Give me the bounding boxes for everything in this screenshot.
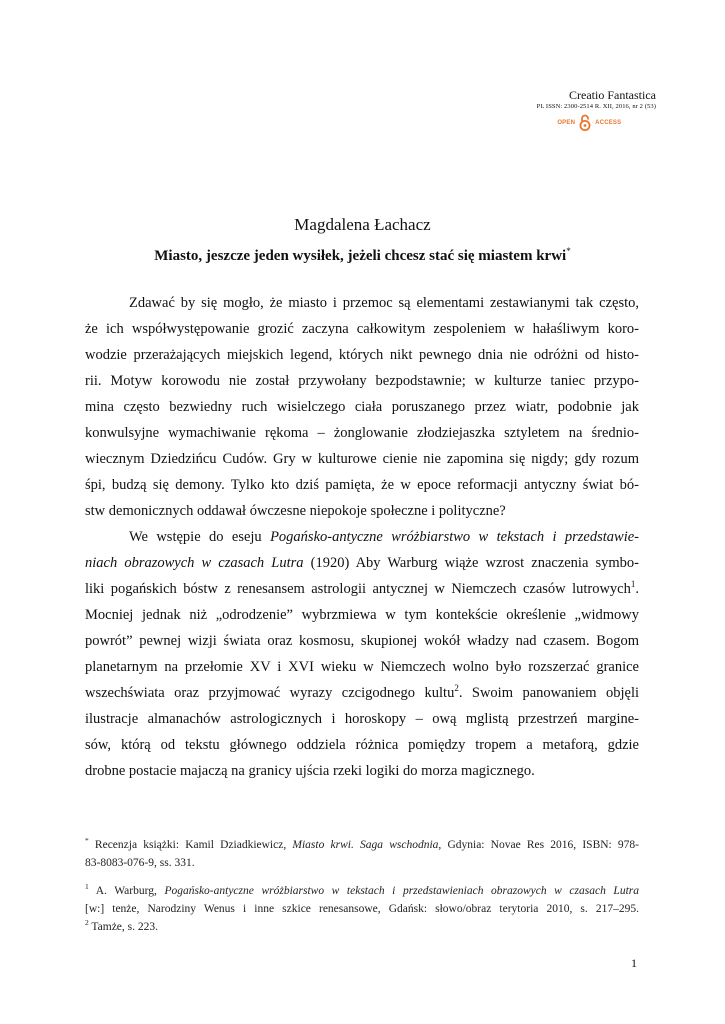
paragraph-2 xyxy=(85,524,639,784)
paragraph-line: sów, którą od tekstu głównego oddziela różnica pomiędzy tropem a metaforą, gdzie xyxy=(85,737,639,753)
open-access-open-label: OPEN xyxy=(557,119,576,126)
text-span: A. Warburg, xyxy=(88,885,165,897)
paragraph-line: konwulsyjne wymachiwanie rękoma – żonglowanie złodziejaszka sztyletem na średnio- xyxy=(85,425,639,441)
footnote-line xyxy=(85,882,639,900)
paragraph-line: powrót” pewnej wizji świata oraz kosmosu, skupionej wokół władzy nad czasem. Bogom xyxy=(85,633,639,649)
footnote-marker: * xyxy=(85,836,89,846)
journal-header xyxy=(537,88,656,131)
cited-title: niach obrazowych w czasach Lutra xyxy=(85,555,304,571)
author-name: Magdalena Łachacz xyxy=(294,215,431,234)
footnotes-numbered xyxy=(85,882,639,936)
paragraph-line: wiecznym Dziedzińcu Cudów. Gry w kulturowe cienie nie zapomina się nigdy; gdy rozum xyxy=(85,451,639,467)
footnote-line: 83-8083-076-9, ss. 331. xyxy=(85,857,195,869)
text-span: Recenzja książki: Kamil Dziadkiewicz, xyxy=(88,839,293,851)
open-access-access-label: ACCESS xyxy=(595,119,622,126)
text-span: , Gdynia: Novae Res 2016, ISBN: 978- xyxy=(438,839,639,851)
footnote-marker: 2 xyxy=(85,918,89,928)
paragraph-line xyxy=(85,680,639,706)
text-span: wszechświata oraz przyjmować wyrazy czcigodnego kultu xyxy=(85,685,455,701)
footnote-ref-1[interactable]: 1 xyxy=(630,579,636,590)
paragraph-line xyxy=(85,576,639,602)
paragraph-line: planetarnym na przełomie XV i XVI wieku w Niemczech wolno było rozszerzać granice xyxy=(85,659,639,675)
paragraph-line: Mocniej jednak niż „odrodzenie” wybrzmiewa w tym kontekście określenie „widmowy xyxy=(85,607,639,623)
paragraph-line: rii. Motyw korowodu nie został przywołany bezpodstawnie; w kulturze taniec przypo- xyxy=(85,373,639,389)
footnote-line: [w:] tenże, Narodziny Wenus i inne szkice renesansowe, Gdańsk: słowo/obraz terytoria 2010, s. 217–295. xyxy=(85,903,639,915)
page-number: 1 xyxy=(631,956,637,970)
paragraph-line: że ich współwystępowanie grozić zaczyna całkowitym zespoleniem w hałaśliwym koro- xyxy=(85,321,639,337)
footnote-ref-2[interactable]: 2 xyxy=(454,683,459,694)
text-span: Tamże, s. 223. xyxy=(88,921,158,933)
title-footnote-marker: * xyxy=(566,246,571,256)
article-body xyxy=(85,290,639,784)
paragraph-line: ilustracje almanachów astrologicznych i horoskopy – ową mglistą przestrzeń margine- xyxy=(85,711,639,727)
open-access-badge xyxy=(537,114,642,131)
cited-title: Pogańsko-antyczne wróżbiarstwo w tekstach i przedstawieniach obrazowych w czasach Lutra xyxy=(164,885,639,897)
text-span: (1920) Aby Warburg wiąże wzrost znaczenia symbo- xyxy=(303,555,640,571)
paragraph-line: stw demonicznych oddawał ówczesne niepokoje społeczne i polityczne? xyxy=(85,503,506,519)
paragraph-line: drobne postacie majaczą na granicy ujścia rzeki logiki do morza magicznego. xyxy=(85,763,535,779)
journal-name: Creatio Fantastica xyxy=(569,88,656,102)
paragraph-line xyxy=(85,550,639,576)
open-access-lock-icon xyxy=(579,114,591,131)
cited-title: Pogańsko-antyczne wróżbiarstwo w tekstach i przedstawie- xyxy=(270,529,640,545)
paragraph-line: śpi, budzą się demony. Tylko kto dziś pamięta, że w epoce reformacji antyczny świat bó- xyxy=(85,477,639,493)
paragraph-line: Zdawać by się mogło, że miasto i przemoc są elementami zestawianymi tak często, xyxy=(129,295,639,311)
footnote-star xyxy=(85,836,639,872)
text-span: liki pogańskich bóstw z renesansem astrologii antycznej w Niemczech czasów lutrowych xyxy=(85,581,631,597)
text-span: We wstępie do eseju xyxy=(129,529,271,545)
paragraph-1 xyxy=(85,290,639,524)
footnote-line xyxy=(85,836,639,854)
paragraph-line: wodzie przerażających miejskich legend, których nikt pewnego dnia nie odróżni od histo- xyxy=(85,347,639,363)
text-span: . xyxy=(635,581,639,597)
footnote-line xyxy=(85,918,639,936)
article-title xyxy=(0,246,725,265)
article-title-text: Miasto, jeszcze jeden wysiłek, jeżeli chcesz stać się miastem krwi xyxy=(154,248,567,264)
paragraph-line: mina często bezwiedny ruch wisielczego ciała poruszanego przez wiatr, podobnie jak xyxy=(85,399,639,415)
paragraph-line xyxy=(85,524,639,550)
text-span: . Swoim panowaniem objęli xyxy=(458,685,639,701)
journal-issn: PL ISSN: 2300-2514 R. XII, 2016, nr 2 (53) xyxy=(536,103,656,110)
footnote-marker: 1 xyxy=(85,882,89,892)
cited-title: Miasto krwi. Saga wschodnia xyxy=(292,839,439,851)
